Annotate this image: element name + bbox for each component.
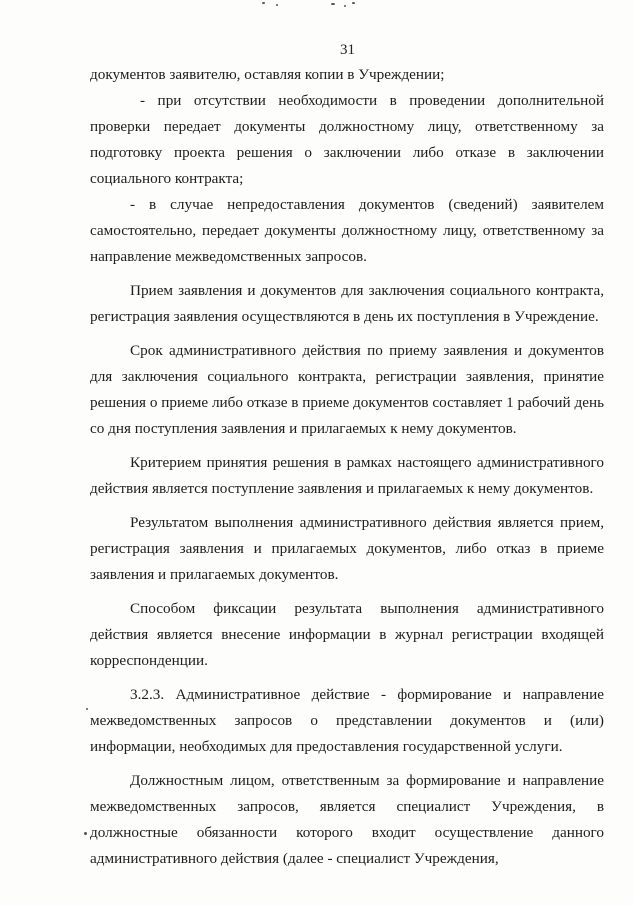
paragraph: Результатом выполнения административного действия является прием, регистрация заявления и прилагаемых документов, либо отказ в приеме заявления и прилагаемых документов. — [90, 514, 604, 583]
scan-speck — [262, 2, 265, 4]
page-number: 31 — [340, 42, 355, 58]
paragraph: Срок административного действия по приему заявления и документов для заключения социального контракта, регистрации заявления, принятие решения о приеме либо отказе в приеме документов составляет 1 рабочий день со дня поступления заявления и прилагаемых к нему документов. — [90, 342, 604, 437]
scan-speck — [86, 708, 88, 710]
scan-speck — [352, 2, 355, 4]
paragraph: Критерием принятия решения в рамках настоящего административного действия является поступление заявления и прилагаемых к нему документов. — [90, 454, 604, 497]
scan-speck — [84, 832, 87, 835]
scan-speck — [344, 5, 346, 7]
paragraph: Должностным лицом, ответственным за формирование и направление межведомственных запросов, является специалист Учреждения, в должностные обязанности которого входит осуществление данного административного действия (далее - специалист Учреждения, — [90, 772, 604, 867]
paragraph-list-item: - в случае непредоставления документов (сведений) заявителем самостоятельно, передает документы должностному лицу, ответственному за направление межведомственных запросов. — [90, 196, 604, 265]
scan-speck — [276, 4, 278, 6]
paragraph: Способом фиксации результата выполнения административного действия является внесение информации в журнал регистрации входящей корреспонденции. — [90, 600, 604, 669]
paragraph-list-item: - при отсутствии необходимости в проведении дополнительной проверки передает документы должностному лицу, ответственному за подготовку проекта решения о заключении либо отказе в заключении социального контракта; — [90, 92, 604, 187]
section-heading-paragraph: 3.2.3. Административное действие - формирование и направление межведомственных запросов о представлении документов и (или) информации, необходимых для предоставления государственной услуги. — [90, 686, 604, 755]
paragraph: Прием заявления и документов для заключения социального контракта, регистрация заявления осуществляются в день их поступления в Учреждение. — [90, 282, 604, 325]
document-body — [90, 62, 604, 872]
paragraph-continuation: документов заявителю, оставляя копии в Учреждении; — [90, 66, 445, 83]
scan-speck — [331, 3, 335, 5]
